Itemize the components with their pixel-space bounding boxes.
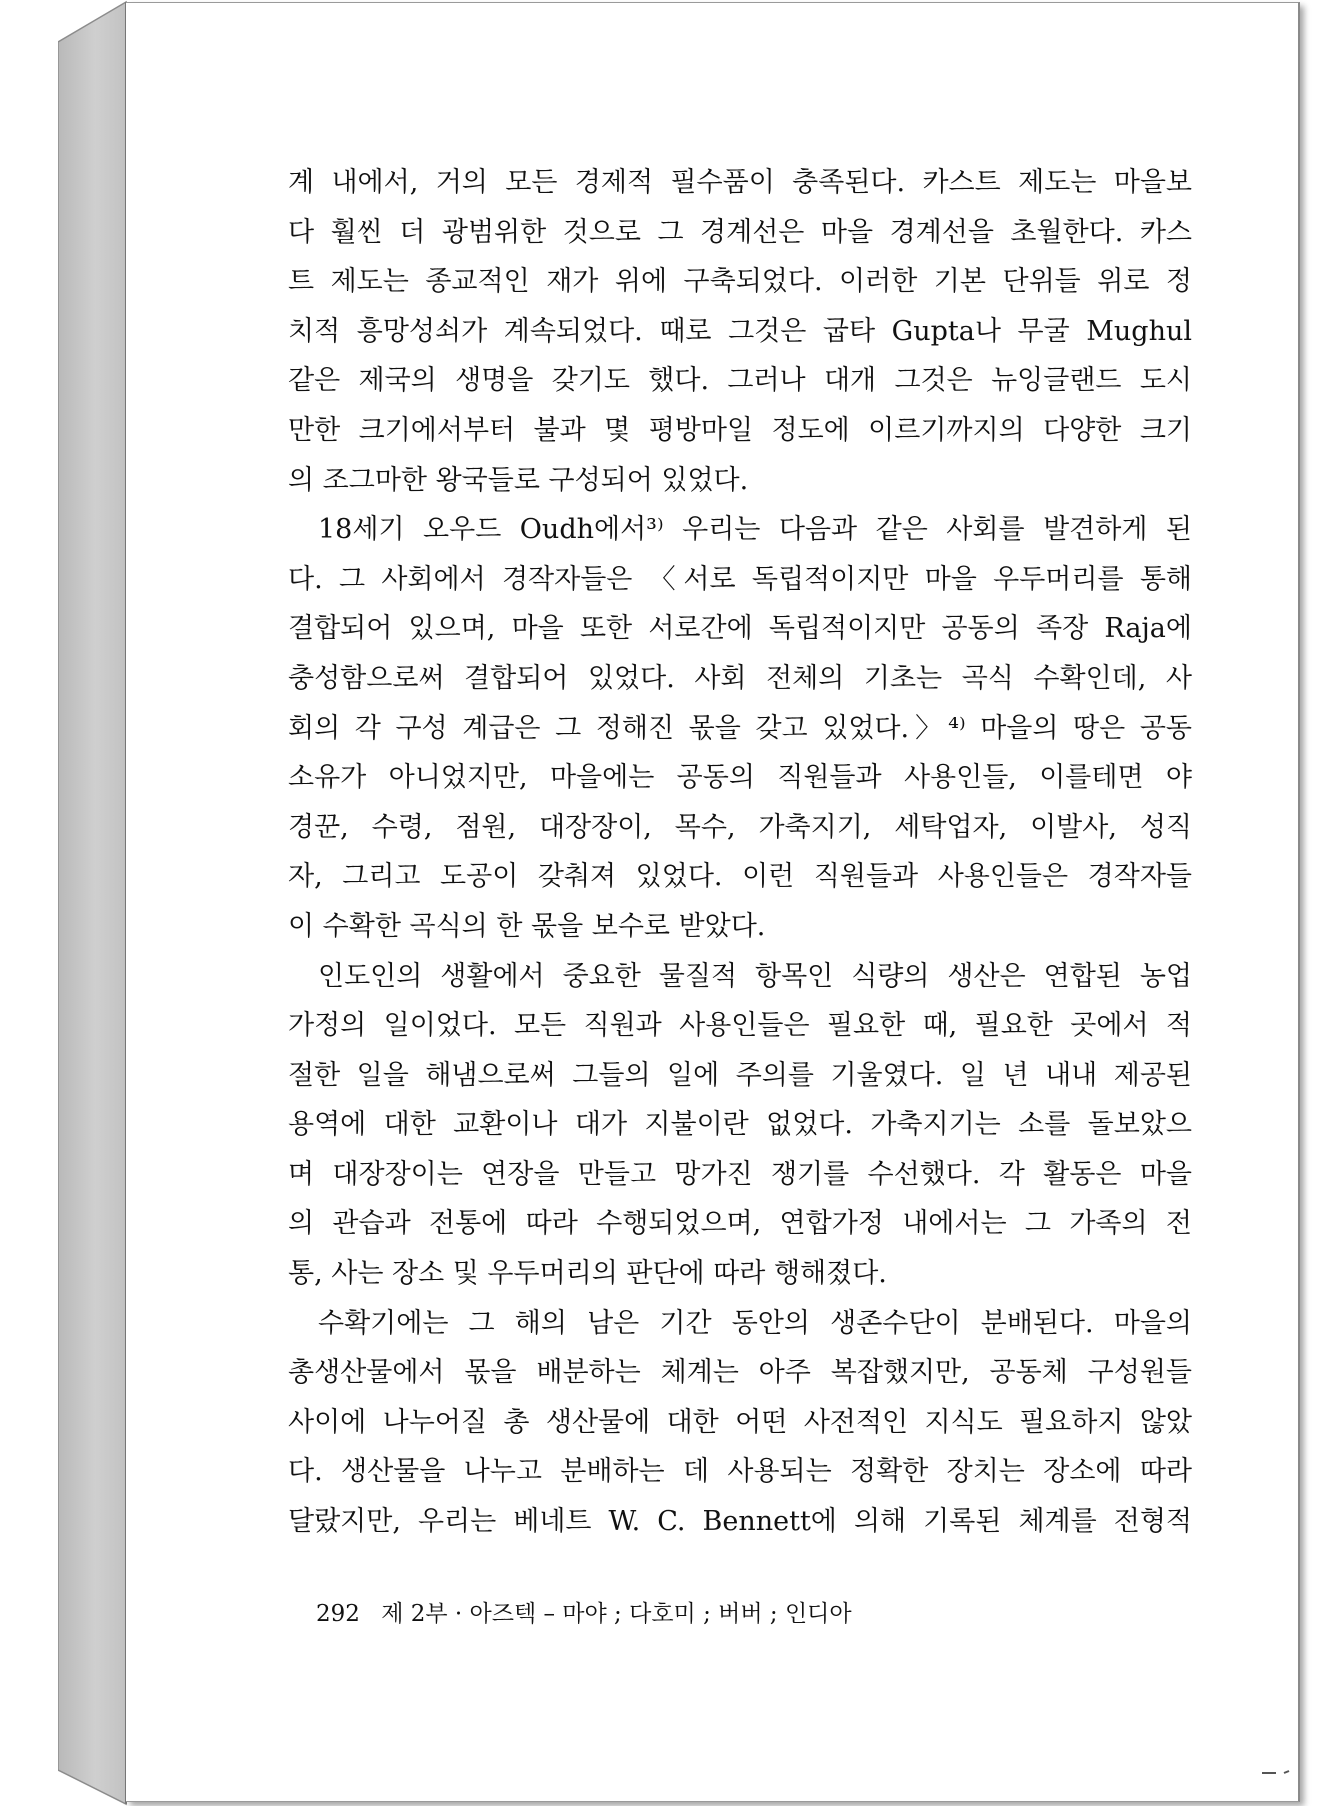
text-line: 의 관습과 전통에 따라 수행되었으며, 연합가정 내에서는 그 가족의 전	[288, 1208, 1192, 1240]
text-line: 가정의 일이었다. 모든 직원과 사용인들은 필요한 때, 필요한 곳에서 적	[288, 1010, 1192, 1042]
scan-mark-icon	[1262, 1770, 1292, 1776]
body-text	[288, 158, 1192, 1547]
text-line: 만한 크기에서부터 불과 몇 평방마일 정도에 이르기까지의 다양한 크기	[288, 414, 1192, 446]
text-line: 수확기에는 그 해의 남은 기간 동안의 생존수단이 분배된다. 마을의	[318, 1307, 1192, 1339]
text-line: 다. 생산물을 나누고 분배하는 데 사용되는 정확한 장치는 장소에 따라	[288, 1456, 1192, 1488]
page-number: 292	[316, 1601, 360, 1627]
text-line: 인도인의 생활에서 중요한 물질적 항목인 식량의 생산은 연합된 농업	[318, 960, 1192, 992]
text-line: 용역에 대한 교환이나 대가 지불이란 없었다. 가축지기는 소를 돌보았으	[288, 1109, 1192, 1141]
text-line: 달랐지만, 우리는 베네트 W. C. Bennett에 의해 기록된 체계를 전형적	[288, 1506, 1192, 1538]
page-footer	[316, 1595, 852, 1628]
text-line: 절한 일을 해냄으로써 그들의 일에 주의를 기울였다. 일 년 내내 제공된	[288, 1059, 1192, 1091]
running-title: 제 2부 · 아즈텍 – 마야 ; 다호미 ; 버버 ; 인디아	[381, 1601, 852, 1627]
text-line: 같은 제국의 생명을 갖기도 했다. 그러나 대개 그것은 뉴잉글랜드 도시	[288, 365, 1192, 397]
paragraph	[288, 952, 1192, 1299]
text-line: 며 대장장이는 연장을 만들고 망가진 쟁기를 수선했다. 각 활동은 마을	[288, 1158, 1192, 1190]
text-line: 사이에 나누어질 총 생산물에 대한 어떤 사전적인 지식도 필요하지 않았	[288, 1406, 1192, 1438]
book-spine-graphic	[58, 0, 128, 1806]
text-line: 충성함으로써 결합되어 있었다. 사회 전체의 기초는 곡식 수확인데, 사	[288, 662, 1192, 694]
text-line: 치적 흥망성쇠가 계속되었다. 때로 그것은 굽타 Gupta나 무굴 Mughul	[288, 315, 1192, 347]
text-line: 다 훨씬 더 광범위한 것으로 그 경계선은 마을 경계선을 초월한다. 카스	[288, 216, 1192, 248]
text-line: 계 내에서, 거의 모든 경제적 필수품이 충족된다. 카스트 제도는 마을보	[288, 167, 1192, 198]
paragraph	[288, 158, 1192, 505]
text-line: 회의 각 구성 계급은 그 정해진 몫을 갖고 있었다.〉⁴⁾ 마을의 땅은 공동	[288, 712, 1192, 744]
text-line: 트 제도는 종교적인 재가 위에 구축되었다. 이러한 기본 단위들 위로 정	[288, 266, 1192, 298]
paragraph	[288, 505, 1192, 951]
text-line: 자, 그리고 도공이 갖춰져 있었다. 이런 직원들과 사용인들은 경작자들	[288, 861, 1192, 893]
text-line: 통, 사는 장소 및 우두머리의 판단에 따라 행해졌다.	[288, 1258, 887, 1290]
book-spine	[58, 0, 128, 1806]
text-line: 이 수확한 곡식의 한 몫을 보수로 받았다.	[288, 910, 766, 942]
text-line: 경꾼, 수령, 점원, 대장장이, 목수, 가축지기, 세탁업자, 이발사, 성직	[288, 811, 1192, 843]
text-line: 다. 그 사회에서 경작자들은 〈서로 독립적이지만 마을 우두머리를 통해	[288, 563, 1192, 595]
paragraph	[288, 1299, 1192, 1547]
text-line: 소유가 아니었지만, 마을에는 공동의 직원들과 사용인들, 이를테면 야	[288, 762, 1192, 794]
text-line: 의 조그마한 왕국들로 구성되어 있었다.	[288, 464, 749, 496]
text-line: 결합되어 있으며, 마을 또한 서로간에 독립적이지만 공동의 족장 Raja에	[288, 613, 1192, 645]
text-line: 총생산물에서 몫을 배분하는 체계는 아주 복잡했지만, 공동체 구성원들	[288, 1357, 1192, 1389]
text-line: 18세기 오우드 Oudh에서³⁾ 우리는 다음과 같은 사회를 발견하게 된	[318, 514, 1192, 546]
